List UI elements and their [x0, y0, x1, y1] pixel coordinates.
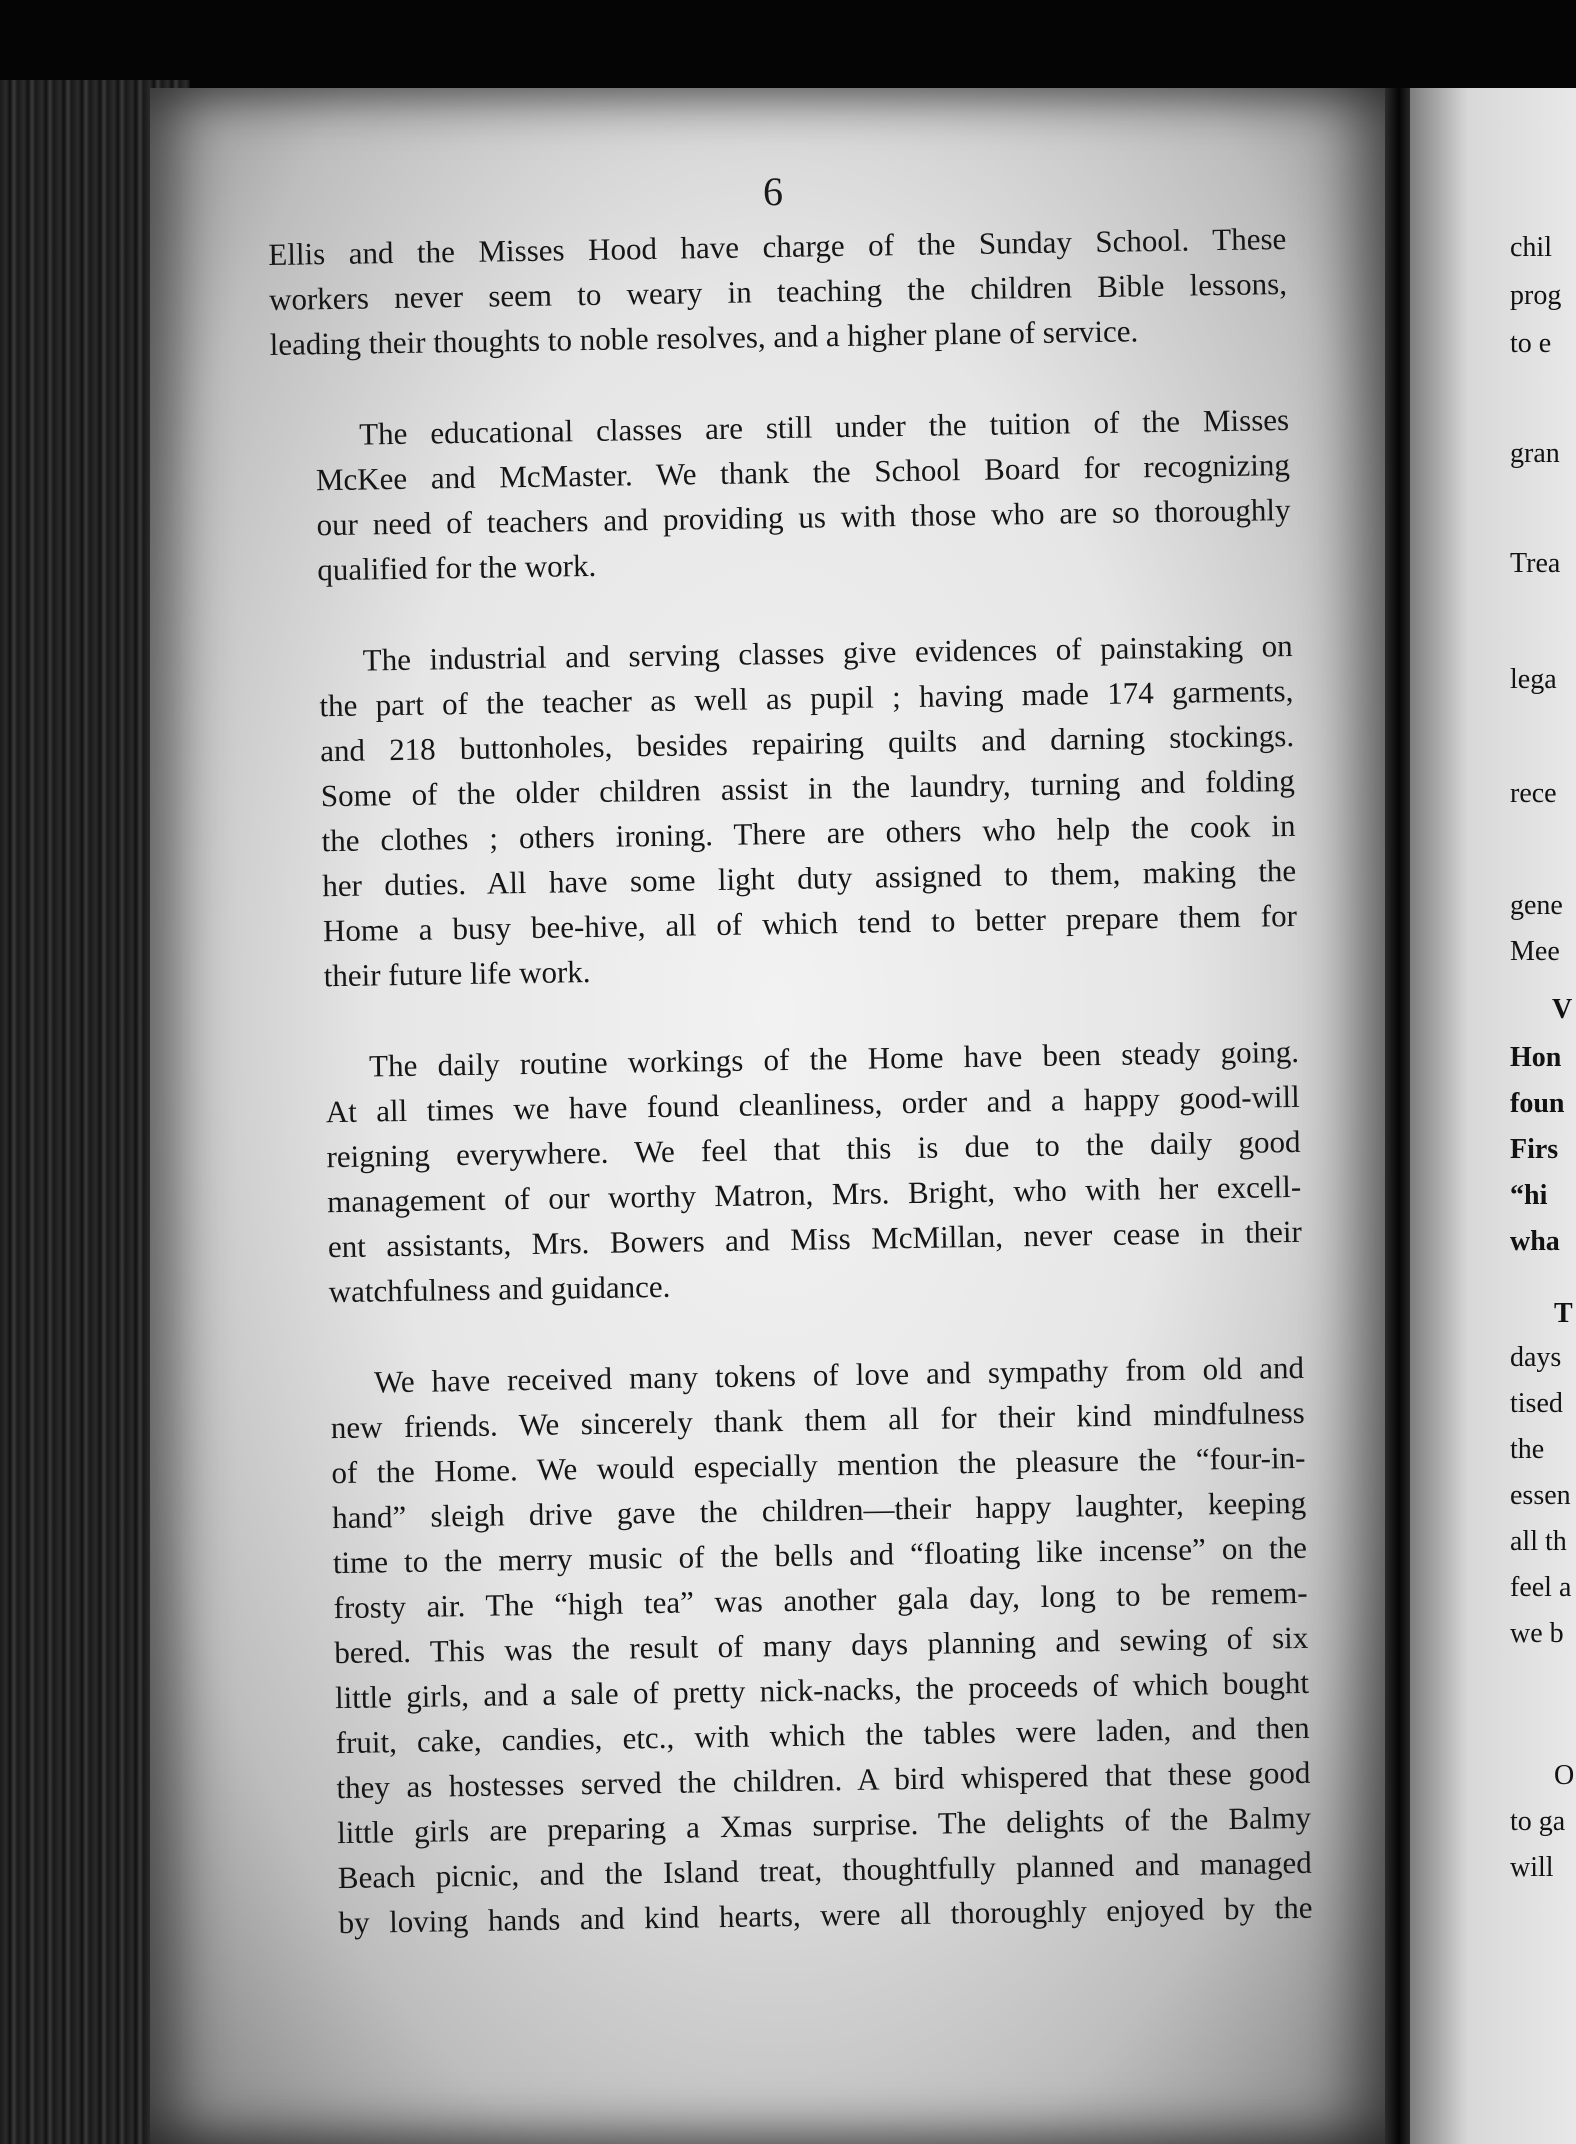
right-page-fragment: Trea: [1510, 548, 1561, 579]
text-line: qualified for the work.: [317, 547, 597, 588]
right-page-fragment: Hon: [1510, 1042, 1562, 1073]
right-page-fragment: wha: [1510, 1226, 1560, 1257]
text-line: At all times we have found cleanliness, order and a happy good-will: [325, 1078, 1300, 1130]
text-line: reigning everywhere. We feel that this is due to the daily good: [326, 1123, 1301, 1175]
text-line: ent assistants, Mrs. Bowers and Miss McMillan, never cease in their: [327, 1213, 1303, 1265]
right-page-fragment: rece: [1510, 778, 1557, 809]
right-page-fragment: foun: [1510, 1088, 1565, 1119]
right-page-fragment: V: [1552, 994, 1573, 1025]
text-line: the clothes ; others ironing. There are others who help the cook in: [321, 807, 1296, 859]
text-line: their future life work.: [323, 954, 591, 994]
text-line: little girls, and a sale of pretty nick-nacks, the proceeds of which bought: [334, 1664, 1310, 1716]
text-line: of the Home. We would especially mention the pleasure the “four-in-: [331, 1439, 1306, 1491]
text-line: Ellis and the Misses Hood have charge of the Sunday School. These: [268, 221, 1287, 272]
text-line: The daily routine workings of the Home have been steady going.: [368, 1033, 1300, 1084]
page-number: 6: [763, 169, 783, 214]
right-page-fragment: chil: [1510, 232, 1552, 263]
right-page-fragment: feel a: [1510, 1572, 1572, 1603]
text-line: hand” sleigh drive gave the children—their happy laughter, keeping: [331, 1484, 1307, 1536]
paragraph: [268, 216, 1288, 367]
text-line: Some of the older children assist in the laundry, turning and folding: [320, 762, 1296, 814]
text-line: Home a busy bee-hive, all of which tend to better prepare them for: [322, 897, 1298, 949]
text-line: little girls are preparing a Xmas surprise. The delights of the Balmy: [336, 1799, 1312, 1851]
paragraph: [271, 397, 1292, 593]
right-page-fragment: lega: [1510, 664, 1557, 695]
right-page-fragment: Mee: [1510, 936, 1560, 967]
text-line: the part of the teacher as well as pupil ; having made 174 garments,: [319, 672, 1294, 724]
text-line: watchfulness and guidance.: [328, 1268, 671, 1310]
body-text: [268, 216, 1313, 1946]
right-page-fragment: Firs: [1510, 1134, 1559, 1165]
text-line: management of our worthy Matron, Mrs. Bright, who with her excell-: [326, 1168, 1302, 1220]
right-page-fragment: we b: [1510, 1618, 1564, 1649]
right-page-fragment: to ga: [1510, 1806, 1566, 1837]
right-page-fragment: “hi: [1510, 1180, 1548, 1211]
text-line: bered. This was the result of many days planning and sewing of six: [334, 1619, 1309, 1671]
paragraph: [281, 1029, 1303, 1315]
text-line: they as hostesses served the children. A bird whispered that these good: [336, 1754, 1311, 1806]
text-line: workers never seem to weary in teaching the children Bible lessons,: [268, 266, 1288, 317]
text-line: our need of teachers and providing us with those who are so thoroughly: [316, 491, 1291, 543]
right-page-fragment: prog: [1510, 280, 1562, 311]
text-line: her duties. All have some light duty assigned to them, making the: [322, 852, 1297, 904]
text-line: We have received many tokens of love and sympathy from old and: [373, 1349, 1305, 1400]
text-line: The industrial and serving classes give evidences of painstaking on: [362, 627, 1293, 678]
right-page-fragment: tised: [1510, 1388, 1563, 1419]
right-page-fragment: essen: [1510, 1480, 1571, 1511]
right-page-fragment: T: [1554, 1298, 1573, 1329]
right-page-fragment: O: [1554, 1760, 1575, 1791]
text-line: new friends. We sincerely thank them all for their kind mindfulness: [330, 1394, 1305, 1446]
text-line: leading their thoughts to noble resolves, and a higher plane of service.: [269, 313, 1139, 362]
right-page-fragment: gene: [1510, 890, 1563, 921]
text-line: frosty air. The “high tea” was another gala day, long to be remem-: [333, 1574, 1308, 1626]
paragraph: [286, 1345, 1313, 1946]
right-page-fragment: days: [1510, 1342, 1562, 1373]
text-line: by loving hands and kind hearts, were all thoroughly enjoyed by the: [338, 1889, 1313, 1941]
right-page-fragment: gran: [1510, 438, 1560, 469]
text-line: and 218 buttonholes, besides repairing quilts and darning stockings.: [319, 717, 1295, 769]
text-line: McKee and McMaster. We thank the School Board for recognizing: [315, 446, 1291, 498]
right-page-fragment: will: [1510, 1852, 1554, 1883]
text-line: The educational classes are still under the tuition of the Misses: [358, 401, 1290, 452]
right-page-fragment: all th: [1510, 1526, 1567, 1557]
right-page-fragment: the: [1510, 1434, 1545, 1465]
paragraph: [274, 623, 1298, 999]
book-gutter: [1385, 88, 1413, 2144]
scan-top-border: [0, 0, 1576, 90]
text-line: Beach picnic, and the Island treat, thoughtfully planned and managed: [337, 1844, 1313, 1896]
text-line: time to the merry music of the bells and “floating like incense” on the: [332, 1529, 1308, 1581]
text-line: fruit, cake, candies, etc., with which the tables were laden, and then: [335, 1709, 1310, 1761]
right-page-fragment: to e: [1510, 328, 1552, 359]
